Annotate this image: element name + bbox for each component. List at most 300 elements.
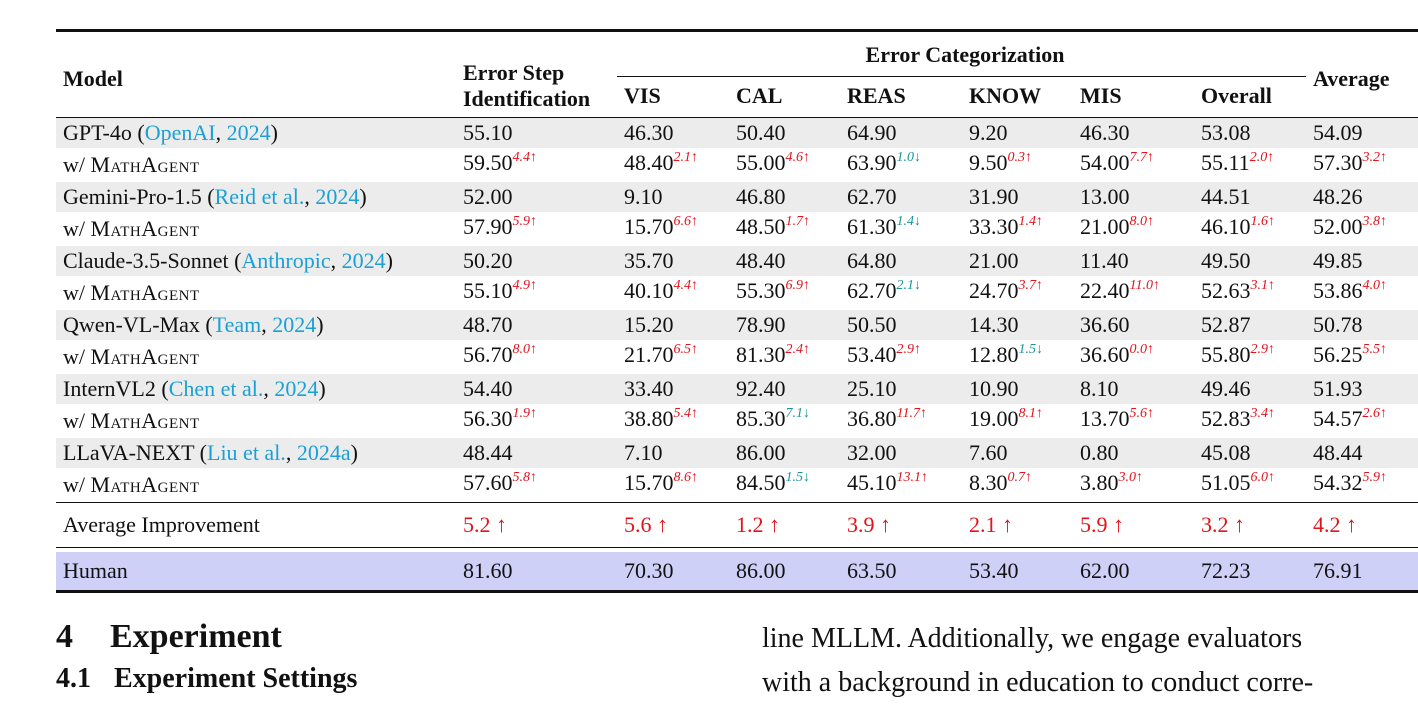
score-cell	[729, 438, 840, 468]
score-value: 54.40	[463, 376, 513, 401]
score-cell	[729, 340, 840, 374]
delta-increase: 8.0↑	[512, 342, 537, 357]
score-cell	[840, 276, 962, 310]
score-cell	[456, 374, 617, 404]
score-cell	[456, 118, 617, 149]
delta-increase: 4.6↑	[785, 150, 810, 165]
citation-year-link[interactable]: 2024	[315, 184, 360, 209]
header-error-step	[456, 31, 617, 118]
delta-increase: 5.5↑	[1362, 342, 1387, 357]
score-cell	[617, 212, 729, 246]
score-value: 49.85	[1313, 248, 1363, 273]
model-name-cell	[56, 276, 456, 310]
score-value: 52.63	[1201, 278, 1251, 303]
citation-sep: ,	[330, 248, 342, 273]
score-cell	[617, 310, 729, 340]
score-value: 52.87	[1201, 312, 1251, 337]
score-value: 0.80	[1080, 440, 1119, 465]
citation-link[interactable]: Anthropic	[241, 248, 331, 273]
score-cell	[1306, 438, 1418, 468]
score-value: 62.70	[847, 184, 897, 209]
delta-increase: 4.4↑	[673, 278, 698, 293]
delta-increase: 3.8↑	[1362, 214, 1387, 229]
score-cell	[840, 148, 962, 182]
delta-decrease: 1.4↓	[896, 214, 921, 229]
score-cell	[729, 374, 840, 404]
score-cell	[729, 310, 840, 340]
delta-increase: 4.9↑	[512, 278, 537, 293]
score-value: 92.40	[736, 376, 786, 401]
delta-increase: 1.4↑	[1018, 214, 1043, 229]
score-cell	[962, 310, 1073, 340]
score-cell	[1194, 340, 1306, 374]
model-name-cell	[56, 404, 456, 438]
paragraph-line: line MLLM. Additionally, we engage evaluators	[762, 623, 1303, 654]
score-cell	[617, 148, 729, 182]
score-cell	[840, 374, 962, 404]
delta-increase: 13.1↑	[896, 470, 928, 485]
score-cell	[1306, 468, 1418, 503]
score-value: 32.00	[847, 440, 897, 465]
delta-increase: 4.0↑	[1362, 278, 1387, 293]
human-value: 76.91	[1306, 552, 1418, 592]
citation-sep: ,	[304, 184, 316, 209]
score-cell	[1306, 340, 1418, 374]
score-value: 19.00	[969, 406, 1019, 431]
delta-increase: 0.3↑	[1007, 150, 1032, 165]
score-cell	[1194, 468, 1306, 503]
score-cell	[840, 310, 962, 340]
method-name: MathAgent	[90, 408, 200, 433]
score-cell	[1073, 438, 1194, 468]
header-category: CAL	[736, 83, 783, 108]
method-name: MathAgent	[90, 216, 200, 241]
model-name-cell	[56, 374, 456, 404]
average-improvement-row	[56, 503, 1418, 548]
delta-increase: 11.7↑	[896, 406, 927, 421]
score-value: 13.70	[1080, 406, 1130, 431]
delta-increase: 1.6↑	[1250, 214, 1275, 229]
score-value: 55.80	[1201, 342, 1251, 367]
score-value: 33.30	[969, 214, 1019, 239]
score-cell	[1073, 340, 1194, 374]
human-value: 86.00	[729, 552, 840, 592]
score-value: 53.08	[1201, 120, 1251, 145]
score-cell	[1073, 148, 1194, 182]
score-value: 54.32	[1313, 470, 1363, 495]
score-cell	[840, 246, 962, 276]
score-value: 8.10	[1080, 376, 1119, 401]
citation-link[interactable]: Reid et al.	[214, 184, 305, 209]
model-name: Gemini-Pro-1.5 (	[63, 184, 215, 209]
score-cell	[1306, 310, 1418, 340]
delta-increase: 3.0↑	[1118, 470, 1143, 485]
score-cell	[1194, 118, 1306, 149]
score-value: 46.80	[736, 184, 786, 209]
score-cell	[617, 246, 729, 276]
model-name: LLaVA-NEXT (	[63, 440, 207, 465]
score-cell	[729, 468, 840, 503]
header-error-categorization: Error Categorization	[617, 31, 1306, 77]
score-value: 86.00	[736, 440, 786, 465]
model-name: w/	[63, 344, 91, 369]
model-row	[56, 374, 1418, 404]
score-cell	[456, 340, 617, 374]
score-cell	[729, 182, 840, 212]
score-value: 54.00	[1080, 150, 1130, 175]
delta-increase: 0.7↑	[1007, 470, 1032, 485]
improvement-value: 5.2 ↑	[463, 512, 507, 537]
delta-decrease: 1.0↓	[896, 150, 921, 165]
citation-close: )	[316, 312, 324, 337]
mathagent-row	[56, 340, 1418, 374]
header-category: MIS	[1080, 83, 1122, 108]
score-cell	[617, 404, 729, 438]
model-row	[56, 118, 1418, 149]
row-label: Human	[56, 552, 456, 592]
score-value: 46.30	[624, 120, 674, 145]
score-cell	[456, 212, 617, 246]
citation-sep: ,	[263, 376, 275, 401]
delta-increase: 3.2↑	[1362, 150, 1387, 165]
citation-year-link[interactable]: 2024a	[296, 440, 351, 465]
score-cell	[1073, 310, 1194, 340]
score-value: 55.30	[736, 278, 786, 303]
delta-increase: 3.1↑	[1250, 278, 1275, 293]
citation-link[interactable]: OpenAI	[144, 120, 216, 145]
model-row	[56, 438, 1418, 468]
score-value: 63.90	[847, 150, 897, 175]
score-cell	[962, 404, 1073, 438]
mathagent-row	[56, 276, 1418, 310]
citation-year-link[interactable]: 2024	[226, 120, 271, 145]
score-cell	[840, 468, 962, 503]
score-cell	[729, 246, 840, 276]
delta-increase: 1.7↑	[785, 214, 810, 229]
subsection-title: Experiment Settings	[114, 663, 358, 694]
section-heading	[56, 617, 282, 657]
citation-year-link[interactable]: 2024	[274, 376, 319, 401]
delta-increase: 4.4↑	[512, 150, 537, 165]
score-cell	[729, 404, 840, 438]
score-value: 7.10	[624, 440, 663, 465]
score-value: 40.10	[624, 278, 674, 303]
score-cell	[617, 438, 729, 468]
subsection-number: 4.1	[56, 663, 91, 694]
score-cell	[1306, 182, 1418, 212]
delta-increase: 2.9↑	[896, 342, 921, 357]
score-value: 7.60	[969, 440, 1008, 465]
score-cell	[1194, 310, 1306, 340]
header-category: Overall	[1201, 83, 1272, 108]
citation-close: )	[318, 376, 326, 401]
delta-increase: 8.1↑	[1018, 406, 1043, 421]
human-value: 62.00	[1073, 552, 1194, 592]
score-cell	[962, 182, 1073, 212]
score-cell	[617, 468, 729, 503]
score-value: 21.00	[1080, 214, 1130, 239]
score-value: 36.60	[1080, 342, 1130, 367]
citation-sep: ,	[215, 120, 227, 145]
score-value: 46.30	[1080, 120, 1130, 145]
method-name: MathAgent	[90, 152, 200, 177]
score-value: 51.93	[1313, 376, 1363, 401]
score-value: 15.70	[624, 214, 674, 239]
score-value: 36.60	[1080, 312, 1130, 337]
score-cell	[962, 118, 1073, 149]
citation-close: )	[385, 248, 393, 273]
model-name: w/	[63, 216, 91, 241]
score-cell	[840, 118, 962, 149]
score-value: 57.90	[463, 214, 513, 239]
model-name-cell	[56, 246, 456, 276]
score-value: 8.30	[969, 470, 1008, 495]
score-value: 11.40	[1080, 248, 1129, 273]
score-cell	[1073, 212, 1194, 246]
score-value: 57.60	[463, 470, 513, 495]
citation-link[interactable]: Liu et al.	[207, 440, 286, 465]
score-cell	[962, 148, 1073, 182]
delta-decrease: 1.5↓	[785, 470, 810, 485]
score-value: 52.00	[1313, 214, 1363, 239]
score-value: 21.70	[624, 342, 674, 367]
results-table	[56, 29, 1418, 593]
model-name: w/	[63, 472, 91, 497]
model-name-cell	[56, 182, 456, 212]
score-value: 25.10	[847, 376, 897, 401]
header-category: VIS	[624, 83, 661, 108]
score-cell	[729, 118, 840, 149]
score-value: 54.57	[1313, 406, 1363, 431]
delta-increase: 2.1↑	[673, 150, 698, 165]
score-cell	[962, 212, 1073, 246]
row-label: Average Improvement	[63, 512, 260, 537]
subsection-heading	[56, 662, 357, 696]
score-cell	[962, 276, 1073, 310]
score-cell	[456, 148, 617, 182]
score-cell	[1306, 118, 1418, 149]
score-value: 36.80	[847, 406, 897, 431]
citation-sep: ,	[285, 440, 297, 465]
score-cell	[962, 340, 1073, 374]
score-cell	[1194, 212, 1306, 246]
delta-increase: 0.0↑	[1129, 342, 1154, 357]
body-paragraph	[762, 617, 1412, 705]
header-model: Model	[63, 65, 123, 91]
method-name: MathAgent	[90, 472, 200, 497]
score-cell	[840, 404, 962, 438]
score-value: 33.40	[624, 376, 674, 401]
model-name-cell	[56, 118, 456, 149]
delta-increase: 3.7↑	[1018, 278, 1043, 293]
score-cell	[1073, 404, 1194, 438]
score-cell	[1073, 118, 1194, 149]
model-row	[56, 310, 1418, 340]
results-table-container	[56, 29, 1418, 593]
score-value: 44.51	[1201, 184, 1251, 209]
model-row	[56, 182, 1418, 212]
score-cell	[729, 148, 840, 182]
improvement-value: 1.2 ↑	[736, 512, 780, 537]
header-category: KNOW	[969, 83, 1042, 108]
header-error-step-line2: Identification	[463, 85, 591, 111]
delta-decrease: 1.5↓	[1018, 342, 1043, 357]
score-cell	[840, 340, 962, 374]
score-cell	[456, 246, 617, 276]
score-cell	[1306, 212, 1418, 246]
score-value: 46.10	[1201, 214, 1251, 239]
improvement-value: 5.9 ↑	[1080, 512, 1124, 537]
score-value: 50.50	[847, 312, 897, 337]
score-cell	[456, 310, 617, 340]
paragraph-line: with a background in education to conduct corre-	[762, 667, 1314, 698]
human-value: 70.30	[617, 552, 729, 592]
score-value: 48.44	[1313, 440, 1363, 465]
human-value: 53.40	[962, 552, 1073, 592]
score-value: 9.10	[624, 184, 663, 209]
score-value: 59.50	[463, 150, 513, 175]
delta-increase: 2.0↑	[1249, 150, 1275, 165]
delta-increase: 6.5↑	[673, 342, 698, 357]
improvement-value: 3.9 ↑	[847, 512, 891, 537]
improvement-value: 2.1 ↑	[969, 512, 1013, 537]
score-value: 52.00	[463, 184, 513, 209]
delta-increase: 5.9↑	[1362, 470, 1387, 485]
human-value: 72.23	[1194, 552, 1306, 592]
section-number: 4	[56, 618, 73, 655]
score-value: 14.30	[969, 312, 1019, 337]
score-value: 64.90	[847, 120, 897, 145]
citation-link[interactable]: Chen et al.	[168, 376, 264, 401]
score-cell	[456, 182, 617, 212]
score-value: 50.78	[1313, 312, 1363, 337]
score-cell	[1306, 148, 1418, 182]
score-cell	[1306, 374, 1418, 404]
model-name: w/	[63, 152, 91, 177]
score-cell	[729, 212, 840, 246]
delta-increase: 5.9↑	[512, 214, 537, 229]
score-cell	[962, 374, 1073, 404]
model-name: w/	[63, 408, 91, 433]
citation-close: )	[359, 184, 367, 209]
model-row	[56, 246, 1418, 276]
score-cell	[1194, 182, 1306, 212]
delta-decrease: 2.1↓	[896, 278, 921, 293]
human-row	[56, 552, 1418, 592]
score-value: 50.40	[736, 120, 786, 145]
delta-increase: 2.4↑	[785, 342, 810, 357]
score-cell	[1073, 374, 1194, 404]
score-value: 62.70	[847, 278, 897, 303]
score-cell	[1306, 276, 1418, 310]
score-value: 81.30	[736, 342, 786, 367]
score-cell	[1194, 438, 1306, 468]
mathagent-row	[56, 148, 1418, 182]
citation-close: )	[270, 120, 278, 145]
score-value: 48.26	[1313, 184, 1363, 209]
score-value: 9.20	[969, 120, 1008, 145]
delta-increase: 8.6↑	[673, 470, 698, 485]
delta-increase: 5.8↑	[512, 470, 537, 485]
improvement-value: 4.2 ↑	[1313, 512, 1357, 537]
citation-year-link[interactable]: 2024	[272, 312, 317, 337]
model-name-cell	[56, 310, 456, 340]
score-value: 49.46	[1201, 376, 1251, 401]
score-value: 51.05	[1201, 470, 1251, 495]
score-value: 57.30	[1313, 150, 1363, 175]
score-value: 24.70	[969, 278, 1019, 303]
score-value: 61.30	[847, 214, 897, 239]
citation-year-link[interactable]: 2024	[341, 248, 386, 273]
score-value: 9.50	[969, 150, 1008, 175]
model-name-cell	[56, 340, 456, 374]
score-cell	[1073, 468, 1194, 503]
delta-increase: 2.9↑	[1250, 342, 1275, 357]
score-value: 56.70	[463, 342, 513, 367]
score-value: 53.40	[847, 342, 897, 367]
score-value: 48.70	[463, 312, 513, 337]
score-cell	[1194, 246, 1306, 276]
score-cell	[617, 340, 729, 374]
model-name: GPT-4o (	[63, 120, 145, 145]
delta-increase: 1.9↑	[512, 406, 537, 421]
score-value: 52.83	[1201, 406, 1251, 431]
header-average: Average	[1313, 65, 1390, 91]
score-cell	[840, 438, 962, 468]
human-value: 63.50	[840, 552, 962, 592]
score-cell	[1073, 276, 1194, 310]
score-cell	[617, 374, 729, 404]
model-name-cell	[56, 212, 456, 246]
model-name-cell	[56, 438, 456, 468]
delta-increase: 3.4↑	[1250, 406, 1275, 421]
delta-increase: 2.6↑	[1362, 406, 1387, 421]
score-value: 50.20	[463, 248, 513, 273]
improvement-value: 3.2 ↑	[1201, 512, 1245, 537]
method-name: MathAgent	[90, 344, 200, 369]
score-cell	[962, 438, 1073, 468]
score-cell	[456, 404, 617, 438]
citation-link[interactable]: Team	[212, 312, 262, 337]
score-value: 31.90	[969, 184, 1019, 209]
delta-increase: 5.4↑	[673, 406, 698, 421]
score-cell	[962, 246, 1073, 276]
score-value: 53.86	[1313, 278, 1363, 303]
score-value: 55.10	[463, 278, 513, 303]
score-cell	[456, 438, 617, 468]
human-value: 81.60	[456, 552, 617, 592]
score-value: 45.10	[847, 470, 897, 495]
mathagent-row	[56, 468, 1418, 503]
delta-increase: 6.0↑	[1250, 470, 1275, 485]
score-value: 13.00	[1080, 184, 1130, 209]
score-cell	[617, 182, 729, 212]
score-cell	[617, 118, 729, 149]
score-cell	[840, 212, 962, 246]
score-value: 15.70	[624, 470, 674, 495]
score-value: 15.20	[624, 312, 674, 337]
delta-increase: 5.6↑	[1129, 406, 1154, 421]
score-value: 12.80	[969, 342, 1019, 367]
score-value: 48.50	[736, 214, 786, 239]
delta-decrease: 7.1↓	[785, 406, 810, 421]
score-cell	[1194, 276, 1306, 310]
score-value: 10.90	[969, 376, 1019, 401]
score-cell	[456, 468, 617, 503]
score-value: 38.80	[624, 406, 674, 431]
header-error-step-line1: Error Step	[463, 59, 565, 85]
score-cell	[1194, 374, 1306, 404]
